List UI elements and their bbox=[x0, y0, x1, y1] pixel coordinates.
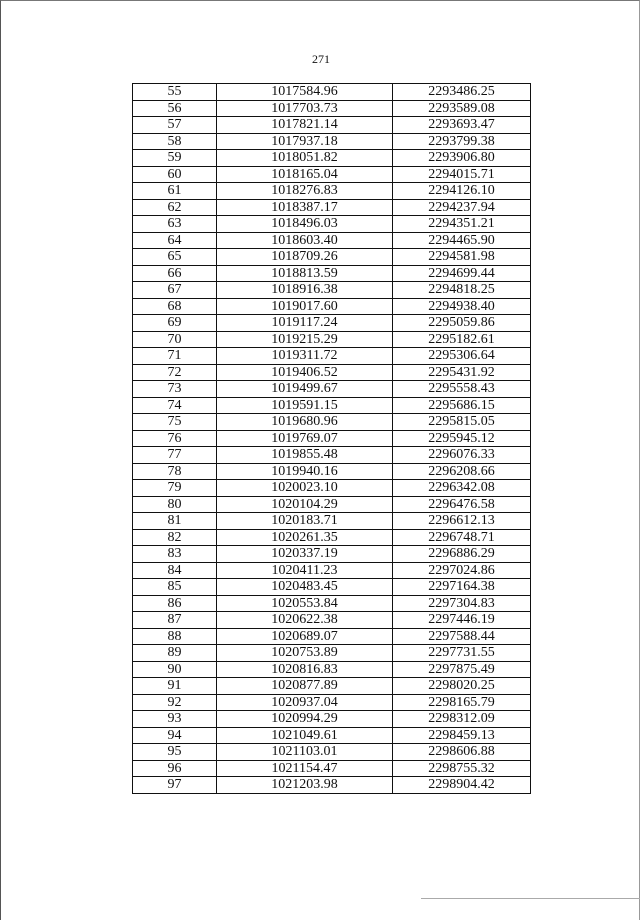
point-number-cell: 77 bbox=[133, 447, 217, 464]
y-coordinate-cell: 2295686.15 bbox=[393, 397, 531, 414]
x-coordinate-cell: 1019499.67 bbox=[217, 381, 393, 398]
y-coordinate-cell: 2296076.33 bbox=[393, 447, 531, 464]
x-coordinate-cell: 1019117.24 bbox=[217, 315, 393, 332]
x-coordinate-cell: 1018276.83 bbox=[217, 183, 393, 200]
y-coordinate-cell: 2298165.79 bbox=[393, 694, 531, 711]
y-coordinate-cell: 2295306.64 bbox=[393, 348, 531, 365]
table-row bbox=[133, 546, 531, 563]
y-coordinate-cell: 2297164.38 bbox=[393, 579, 531, 596]
point-number-cell: 79 bbox=[133, 480, 217, 497]
y-coordinate-cell: 2293589.08 bbox=[393, 100, 531, 117]
table-row bbox=[133, 216, 531, 233]
x-coordinate-cell: 1018387.17 bbox=[217, 199, 393, 216]
y-coordinate-cell: 2295431.92 bbox=[393, 364, 531, 381]
y-coordinate-cell: 2293486.25 bbox=[393, 84, 531, 101]
point-number-cell: 95 bbox=[133, 744, 217, 761]
x-coordinate-cell: 1018916.38 bbox=[217, 282, 393, 299]
table-row bbox=[133, 463, 531, 480]
x-coordinate-cell: 1019591.15 bbox=[217, 397, 393, 414]
x-coordinate-cell: 1020411.23 bbox=[217, 562, 393, 579]
x-coordinate-cell: 1020337.19 bbox=[217, 546, 393, 563]
table-row bbox=[133, 645, 531, 662]
x-coordinate-cell: 1021049.61 bbox=[217, 727, 393, 744]
point-number-cell: 69 bbox=[133, 315, 217, 332]
y-coordinate-cell: 2294465.90 bbox=[393, 232, 531, 249]
y-coordinate-cell: 2294015.71 bbox=[393, 166, 531, 183]
y-coordinate-cell: 2296342.08 bbox=[393, 480, 531, 497]
y-coordinate-cell: 2294818.25 bbox=[393, 282, 531, 299]
y-coordinate-cell: 2298606.88 bbox=[393, 744, 531, 761]
point-number-cell: 89 bbox=[133, 645, 217, 662]
y-coordinate-cell: 2296748.71 bbox=[393, 529, 531, 546]
point-number-cell: 74 bbox=[133, 397, 217, 414]
point-number-cell: 62 bbox=[133, 199, 217, 216]
point-number-cell: 83 bbox=[133, 546, 217, 563]
table-row bbox=[133, 694, 531, 711]
y-coordinate-cell: 2293693.47 bbox=[393, 117, 531, 134]
table-row bbox=[133, 249, 531, 266]
page-number: 271 bbox=[312, 52, 330, 66]
table-row bbox=[133, 579, 531, 596]
coordinates-table bbox=[132, 83, 531, 794]
point-number-cell: 70 bbox=[133, 331, 217, 348]
table-row bbox=[133, 232, 531, 249]
table-row bbox=[133, 777, 531, 794]
table-row bbox=[133, 381, 531, 398]
table-row bbox=[133, 199, 531, 216]
table-row bbox=[133, 117, 531, 134]
table-row bbox=[133, 744, 531, 761]
y-coordinate-cell: 2296208.66 bbox=[393, 463, 531, 480]
y-coordinate-cell: 2298904.42 bbox=[393, 777, 531, 794]
table-row bbox=[133, 562, 531, 579]
x-coordinate-cell: 1020994.29 bbox=[217, 711, 393, 728]
point-number-cell: 72 bbox=[133, 364, 217, 381]
y-coordinate-cell: 2295059.86 bbox=[393, 315, 531, 332]
x-coordinate-cell: 1019311.72 bbox=[217, 348, 393, 365]
table-row bbox=[133, 298, 531, 315]
y-coordinate-cell: 2296612.13 bbox=[393, 513, 531, 530]
x-coordinate-cell: 1017584.96 bbox=[217, 84, 393, 101]
x-coordinate-cell: 1019406.52 bbox=[217, 364, 393, 381]
x-coordinate-cell: 1020553.84 bbox=[217, 595, 393, 612]
x-coordinate-cell: 1020937.04 bbox=[217, 694, 393, 711]
y-coordinate-cell: 2295558.43 bbox=[393, 381, 531, 398]
x-coordinate-cell: 1019017.60 bbox=[217, 298, 393, 315]
x-coordinate-cell: 1019215.29 bbox=[217, 331, 393, 348]
table-row bbox=[133, 496, 531, 513]
point-number-cell: 87 bbox=[133, 612, 217, 629]
x-coordinate-cell: 1019855.48 bbox=[217, 447, 393, 464]
x-coordinate-cell: 1020622.38 bbox=[217, 612, 393, 629]
x-coordinate-cell: 1020023.10 bbox=[217, 480, 393, 497]
table-row bbox=[133, 760, 531, 777]
x-coordinate-cell: 1021154.47 bbox=[217, 760, 393, 777]
point-number-cell: 75 bbox=[133, 414, 217, 431]
y-coordinate-cell: 2296886.29 bbox=[393, 546, 531, 563]
point-number-cell: 55 bbox=[133, 84, 217, 101]
point-number-cell: 88 bbox=[133, 628, 217, 645]
point-number-cell: 56 bbox=[133, 100, 217, 117]
x-coordinate-cell: 1017703.73 bbox=[217, 100, 393, 117]
table-row bbox=[133, 628, 531, 645]
point-number-cell: 96 bbox=[133, 760, 217, 777]
x-coordinate-cell: 1020104.29 bbox=[217, 496, 393, 513]
table-row bbox=[133, 348, 531, 365]
y-coordinate-cell: 2297731.55 bbox=[393, 645, 531, 662]
point-number-cell: 86 bbox=[133, 595, 217, 612]
point-number-cell: 90 bbox=[133, 661, 217, 678]
x-coordinate-cell: 1018165.04 bbox=[217, 166, 393, 183]
point-number-cell: 91 bbox=[133, 678, 217, 695]
table-row bbox=[133, 678, 531, 695]
point-number-cell: 57 bbox=[133, 117, 217, 134]
y-coordinate-cell: 2297304.83 bbox=[393, 595, 531, 612]
table-row bbox=[133, 414, 531, 431]
x-coordinate-cell: 1018496.03 bbox=[217, 216, 393, 233]
y-coordinate-cell: 2293906.80 bbox=[393, 150, 531, 167]
point-number-cell: 80 bbox=[133, 496, 217, 513]
table-row bbox=[133, 183, 531, 200]
x-coordinate-cell: 1020689.07 bbox=[217, 628, 393, 645]
x-coordinate-cell: 1017937.18 bbox=[217, 133, 393, 150]
x-coordinate-cell: 1021203.98 bbox=[217, 777, 393, 794]
y-coordinate-cell: 2295182.61 bbox=[393, 331, 531, 348]
footer-rule bbox=[421, 898, 640, 899]
x-coordinate-cell: 1018051.82 bbox=[217, 150, 393, 167]
x-coordinate-cell: 1020753.89 bbox=[217, 645, 393, 662]
point-number-cell: 73 bbox=[133, 381, 217, 398]
y-coordinate-cell: 2298755.32 bbox=[393, 760, 531, 777]
table-row bbox=[133, 711, 531, 728]
table-row bbox=[133, 727, 531, 744]
x-coordinate-cell: 1020483.45 bbox=[217, 579, 393, 596]
point-number-cell: 71 bbox=[133, 348, 217, 365]
table-row bbox=[133, 331, 531, 348]
y-coordinate-cell: 2294699.44 bbox=[393, 265, 531, 282]
x-coordinate-cell: 1020261.35 bbox=[217, 529, 393, 546]
point-number-cell: 93 bbox=[133, 711, 217, 728]
table-body bbox=[133, 84, 531, 794]
point-number-cell: 97 bbox=[133, 777, 217, 794]
table-row bbox=[133, 315, 531, 332]
y-coordinate-cell: 2293799.38 bbox=[393, 133, 531, 150]
table-row bbox=[133, 397, 531, 414]
table-row bbox=[133, 447, 531, 464]
table-row bbox=[133, 480, 531, 497]
y-coordinate-cell: 2294237.94 bbox=[393, 199, 531, 216]
point-number-cell: 67 bbox=[133, 282, 217, 299]
y-coordinate-cell: 2295815.05 bbox=[393, 414, 531, 431]
table-row bbox=[133, 166, 531, 183]
point-number-cell: 61 bbox=[133, 183, 217, 200]
table-row bbox=[133, 84, 531, 101]
y-coordinate-cell: 2297446.19 bbox=[393, 612, 531, 629]
table-row bbox=[133, 529, 531, 546]
point-number-cell: 63 bbox=[133, 216, 217, 233]
y-coordinate-cell: 2294581.98 bbox=[393, 249, 531, 266]
table-row bbox=[133, 282, 531, 299]
point-number-cell: 92 bbox=[133, 694, 217, 711]
y-coordinate-cell: 2295945.12 bbox=[393, 430, 531, 447]
x-coordinate-cell: 1018603.40 bbox=[217, 232, 393, 249]
x-coordinate-cell: 1021103.01 bbox=[217, 744, 393, 761]
x-coordinate-cell: 1020183.71 bbox=[217, 513, 393, 530]
point-number-cell: 82 bbox=[133, 529, 217, 546]
point-number-cell: 64 bbox=[133, 232, 217, 249]
x-coordinate-cell: 1018813.59 bbox=[217, 265, 393, 282]
table-row bbox=[133, 595, 531, 612]
x-coordinate-cell: 1018709.26 bbox=[217, 249, 393, 266]
y-coordinate-cell: 2294351.21 bbox=[393, 216, 531, 233]
point-number-cell: 78 bbox=[133, 463, 217, 480]
table-row bbox=[133, 364, 531, 381]
x-coordinate-cell: 1017821.14 bbox=[217, 117, 393, 134]
table-row bbox=[133, 612, 531, 629]
table-row bbox=[133, 100, 531, 117]
table-row bbox=[133, 265, 531, 282]
x-coordinate-cell: 1020877.89 bbox=[217, 678, 393, 695]
y-coordinate-cell: 2298312.09 bbox=[393, 711, 531, 728]
x-coordinate-cell: 1019940.16 bbox=[217, 463, 393, 480]
table-row bbox=[133, 430, 531, 447]
table-row bbox=[133, 513, 531, 530]
table-row bbox=[133, 150, 531, 167]
x-coordinate-cell: 1019680.96 bbox=[217, 414, 393, 431]
point-number-cell: 59 bbox=[133, 150, 217, 167]
point-number-cell: 85 bbox=[133, 579, 217, 596]
point-number-cell: 58 bbox=[133, 133, 217, 150]
y-coordinate-cell: 2296476.58 bbox=[393, 496, 531, 513]
y-coordinate-cell: 2297875.49 bbox=[393, 661, 531, 678]
y-coordinate-cell: 2298459.13 bbox=[393, 727, 531, 744]
y-coordinate-cell: 2298020.25 bbox=[393, 678, 531, 695]
point-number-cell: 81 bbox=[133, 513, 217, 530]
y-coordinate-cell: 2297024.86 bbox=[393, 562, 531, 579]
table-row bbox=[133, 133, 531, 150]
point-number-cell: 76 bbox=[133, 430, 217, 447]
point-number-cell: 66 bbox=[133, 265, 217, 282]
y-coordinate-cell: 2294938.40 bbox=[393, 298, 531, 315]
x-coordinate-cell: 1019769.07 bbox=[217, 430, 393, 447]
point-number-cell: 65 bbox=[133, 249, 217, 266]
table-row bbox=[133, 661, 531, 678]
y-coordinate-cell: 2297588.44 bbox=[393, 628, 531, 645]
point-number-cell: 68 bbox=[133, 298, 217, 315]
y-coordinate-cell: 2294126.10 bbox=[393, 183, 531, 200]
x-coordinate-cell: 1020816.83 bbox=[217, 661, 393, 678]
point-number-cell: 84 bbox=[133, 562, 217, 579]
point-number-cell: 60 bbox=[133, 166, 217, 183]
point-number-cell: 94 bbox=[133, 727, 217, 744]
